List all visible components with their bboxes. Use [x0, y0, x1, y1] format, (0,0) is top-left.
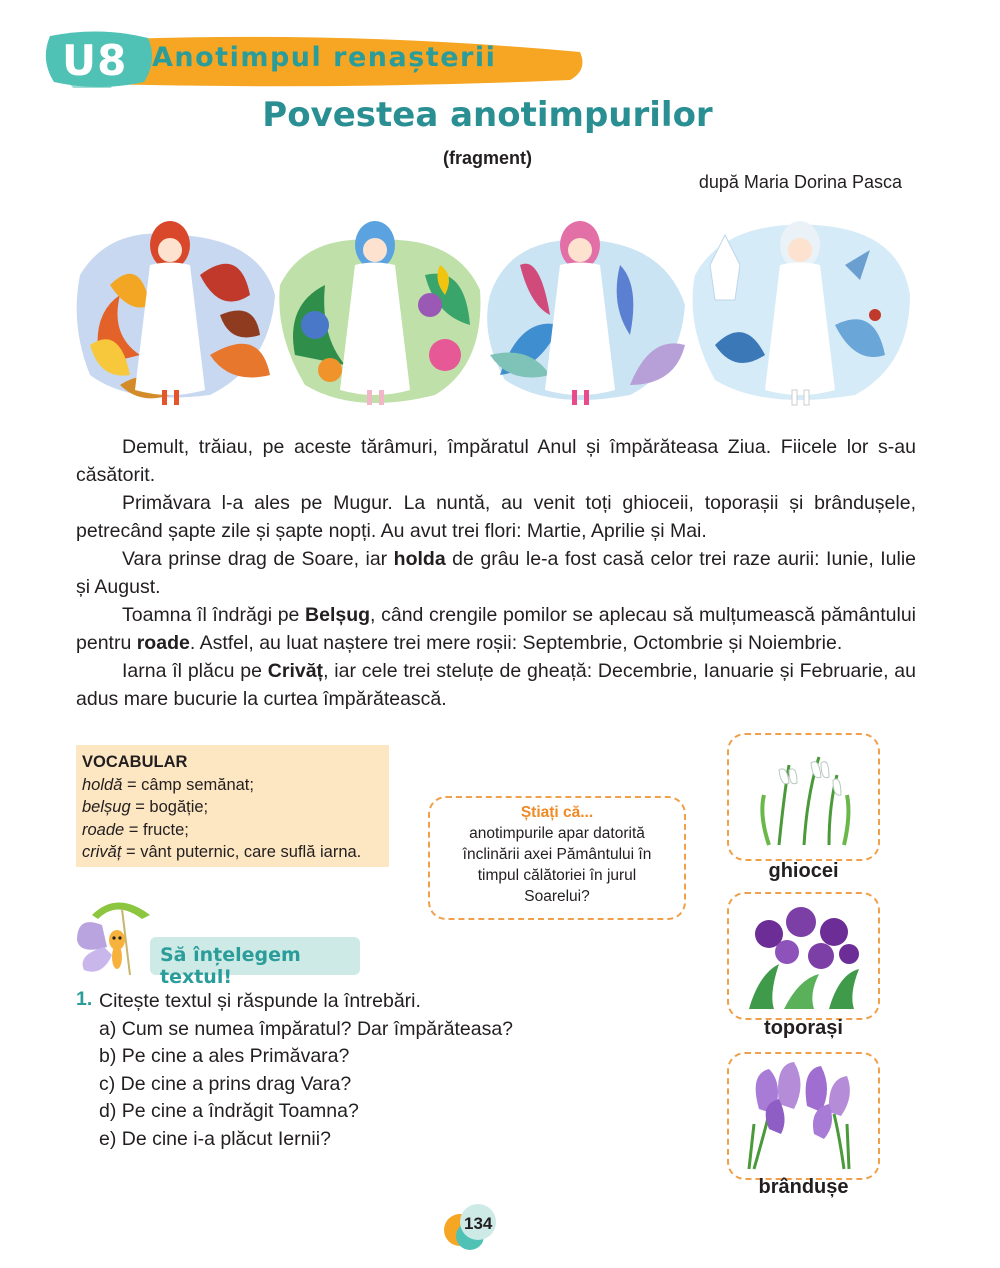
story-paragraph: Toamna îl îndrăgi pe Belșug, când crengile pomilor se aplecau să mulțumească pământului pentru roade. Astfel, au luat naștere trei mere roșii: Septembrie, Octombrie și Noiembrie. — [76, 604, 917, 654]
vocabulary-item: belșug = bogăție; — [82, 798, 209, 816]
vocabulary-item: roade = fructe; — [82, 820, 189, 839]
exercise-instruction: Citește textul și răspunde la întrebări. — [99, 990, 421, 1012]
story-subtitle: (fragment) — [443, 148, 532, 168]
violet-card — [727, 892, 880, 1020]
vocabulary-item: crivăț = vânt puternic, care suflă iarna. — [82, 843, 362, 861]
flower-label: toporași — [764, 1017, 843, 1039]
snowdrop-icon — [729, 735, 877, 857]
story-title: Povestea anotimpurilor — [262, 95, 713, 135]
story-paragraph: Demult, trăiau, pe aceste tărâmuri, împăratul Anul și împărăteasa Ziua. Fiicele lor s-au căsătorit. — [76, 436, 916, 486]
flower-label: ghiocei — [768, 860, 839, 882]
butterfly-mascot-icon — [72, 895, 152, 980]
question-item: e) De cine i-a plăcut Iernii? — [99, 1127, 331, 1150]
story-paragraph: Primăvara l-a ales pe Mugur. La nuntă, au venit toți ghioceii, toporașii și brândușele, petrecând șapte zile și șapte nopți. Au avut trei flori: Martie, Aprilie și Mai. — [76, 492, 916, 542]
question-item: b) Pe cine a ales Primăvara? — [99, 1045, 350, 1067]
story-author: după Maria Dorina Pasca — [698, 172, 902, 192]
crocus-card — [727, 1052, 880, 1180]
section-title: Să înțelegem textul! — [160, 944, 301, 988]
crocus-icon — [729, 1054, 877, 1176]
exercise-list — [99, 988, 513, 1153]
winter-maiden-illustration — [685, 205, 915, 420]
vocabulary-item: holdă = câmp semănat; — [82, 775, 254, 794]
vocabulary-box — [76, 745, 389, 867]
did-you-know-title: Știați că... — [520, 804, 594, 821]
story-paragraph: Vara prinse drag de Soare, iar holda de grâu le-a fost casă celor trei raze aurii: Iunie, Iulie și August. — [76, 548, 916, 598]
story-text — [76, 433, 916, 713]
exercise-number: 1. — [76, 988, 93, 1010]
spring-maiden-illustration — [275, 205, 485, 420]
snowdrop-card — [727, 733, 880, 861]
question-item: c) De cine a prins drag Vara? — [99, 1072, 352, 1095]
vocabulary-title: VOCABULAR — [82, 753, 188, 771]
did-you-know-box — [428, 796, 686, 920]
autumn-maiden-illustration — [70, 205, 280, 420]
did-you-know-text: anotimpurile apar datorită înclinării axei Pământului în timpul călătoriei în jurul Soarelui? — [462, 825, 652, 905]
story-paragraph: Iarna îl plăcu pe Crivăț, iar cele trei steluțe de gheață: Decembrie, Ianuarie și Februarie, au adus mare bucurie la curtea împărătească. — [76, 660, 917, 710]
question-item: a) Cum se numea împăratul? Dar împărăteasa? — [99, 1017, 514, 1040]
summer-maiden-illustration — [480, 205, 690, 420]
flower-label: brândușe — [758, 1176, 849, 1198]
violet-icon — [729, 894, 877, 1016]
unit-title: Anotimpul renașterii — [152, 42, 497, 73]
section-header-understand — [150, 937, 360, 988]
page-number: 134 — [464, 1214, 493, 1233]
question-item: d) Pe cine a îndrăgit Toamna? — [99, 1100, 359, 1122]
unit-code: U8 — [62, 36, 128, 85]
